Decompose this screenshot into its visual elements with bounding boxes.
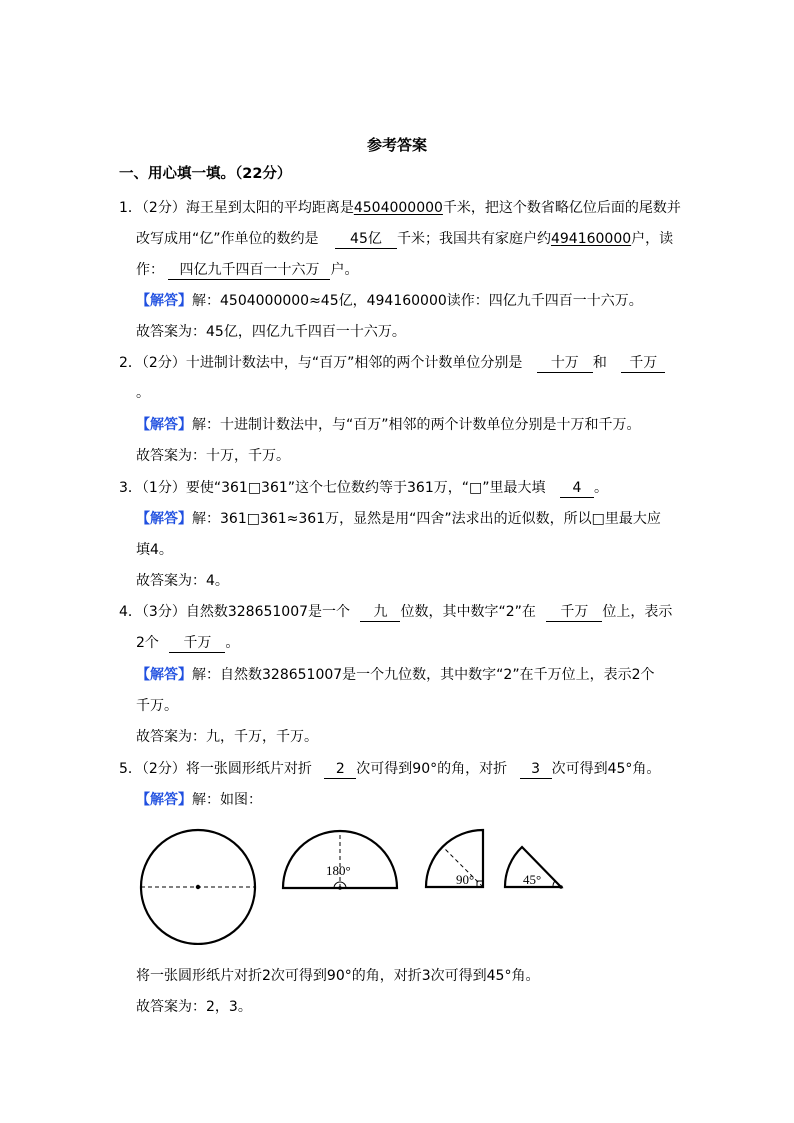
q2-points: （2分） [141,355,186,371]
question-3-line-1 [119,478,608,498]
page-title: 参考答案 [366,136,427,154]
q4-number: 4． [119,604,142,620]
q3-number: 3． [119,480,142,496]
angle-90-label: 90° [456,872,475,887]
q5-text: 将一张圆形纸片对折 [185,761,312,777]
q1-households-number: 494160000 [550,231,632,247]
q4-text: 位上，表示 [602,604,673,620]
question-1-line-1 [119,198,681,218]
answer-tag: 【解答】 [136,511,192,527]
answer-tag: 【解答】 [136,667,192,683]
q5-solution [136,790,262,810]
q3-answer-blank: 4 [560,479,594,498]
q2-number: 2． [119,355,142,371]
section-heading: 一、用心填一填。（22分） [119,166,292,182]
folding-diagram [130,820,580,945]
q1-text: 千米；我国共有家庭户约 [396,231,551,247]
question-5-line-1 [119,759,660,779]
q3-solution-line-1 [136,509,661,529]
question-2-line-1 [119,353,665,373]
q5-answer-blank-2: 3 [520,760,552,779]
q1-text: 海王星到太阳的平均距离是 [185,200,354,216]
q5-text: 次可得到45°角。 [551,761,661,777]
angle-45-label: 45° [523,872,542,887]
eighth-circle-figure [505,847,563,889]
answer-tag: 【解答】 [136,417,192,433]
q4-final-answer: 故答案为：九，千万，千万。 [136,729,318,745]
quarter-circle-figure [426,830,483,887]
q1-answer-blank-1: 45亿 [335,230,397,249]
q5-number: 5． [119,761,142,777]
q5-final-answer: 故答案为：2，3。 [136,999,252,1015]
q3-text: 。 [593,480,608,496]
semicircle-figure [283,831,397,890]
question-4-line-1 [119,602,672,622]
q5-points: （2分） [141,761,186,777]
q3-solution-text: 解：361□361≈361万，显然是用“四舍”法求出的近似数，所以□里最大应 [192,511,661,527]
q1-number: 1． [119,200,142,216]
q2-answer-blank-2: 千万 [621,354,665,373]
question-1-line-2 [136,229,673,249]
q1-answer-blank-2: 四亿九千四百一十六万 [168,261,330,280]
answer-tag: 【解答】 [136,792,192,808]
q2-solution [136,415,641,435]
q2-text: 十进制计数法中，与“百万”相邻的两个计数单位分别是 [185,355,523,371]
q2-answer-blank-1: 十万 [537,354,593,373]
q4-text: 自然数328651007是一个 [185,604,351,620]
q4-solution-text: 解：自然数328651007是一个九位数，其中数字“2”在千万位上，表示2个 [192,667,655,683]
angle-180-label: 180° [326,863,351,878]
q1-solution [136,291,643,311]
q4-text: 位数，其中数字“2”在 [400,604,536,620]
question-4-line-2 [136,633,239,653]
q1-distance-number: 4504000000 [353,200,443,216]
q1-text: 作： [136,262,164,278]
q1-points: （2分） [141,200,186,216]
q2-final-answer: 故答案为：十万，千万。 [136,448,290,464]
q3-text: 要使“361□361”这个七位数约等于361万，“□”里最大填 [185,480,546,496]
q2-period: 。 [136,385,150,401]
answer-tag: 【解答】 [136,293,192,309]
q3-solution-line-2: 填4。 [136,542,173,558]
q4-points: （3分） [141,604,186,620]
q5-explanation: 将一张圆形纸片对折2次可得到90°的角，对折3次可得到45°角。 [136,968,540,984]
q4-solution-line-2: 千万。 [136,698,178,714]
q1-final-answer: 故答案为：45亿，四亿九千四百一十六万。 [136,324,406,340]
q4-text: 2个 [136,635,159,651]
q1-text: 改写成用“亿”作单位的数约是 [136,231,319,247]
q4-text: 。 [225,635,240,651]
q2-solution-text: 解：十进制计数法中，与“百万”相邻的两个计数单位分别是十万和千万。 [192,417,641,433]
q4-solution-line-1 [136,665,654,685]
q3-final-answer: 故答案为：4。 [136,573,229,589]
q4-answer-blank-2: 千万 [546,603,602,622]
q4-answer-blank-1: 九 [360,603,400,622]
q4-answer-blank-3: 千万 [169,634,225,653]
q5-solution-text: 解：如图： [192,792,262,808]
q3-points: （1分） [141,480,186,496]
full-circle-figure [141,830,255,944]
q5-answer-blank-1: 2 [324,760,356,779]
q1-text: 千米，把这个数省略亿位后面的尾数并 [442,200,681,216]
q2-text: 和 [592,355,607,371]
q5-text: 次可得到90°的角，对折 [356,761,508,777]
q1-solution-text: 解：4504000000≈45亿，494160000读作：四亿九千四百一十六万。 [192,293,643,309]
question-1-line-3 [136,260,358,280]
q1-text: 户。 [330,262,359,278]
q1-text: 户，读 [631,231,674,247]
